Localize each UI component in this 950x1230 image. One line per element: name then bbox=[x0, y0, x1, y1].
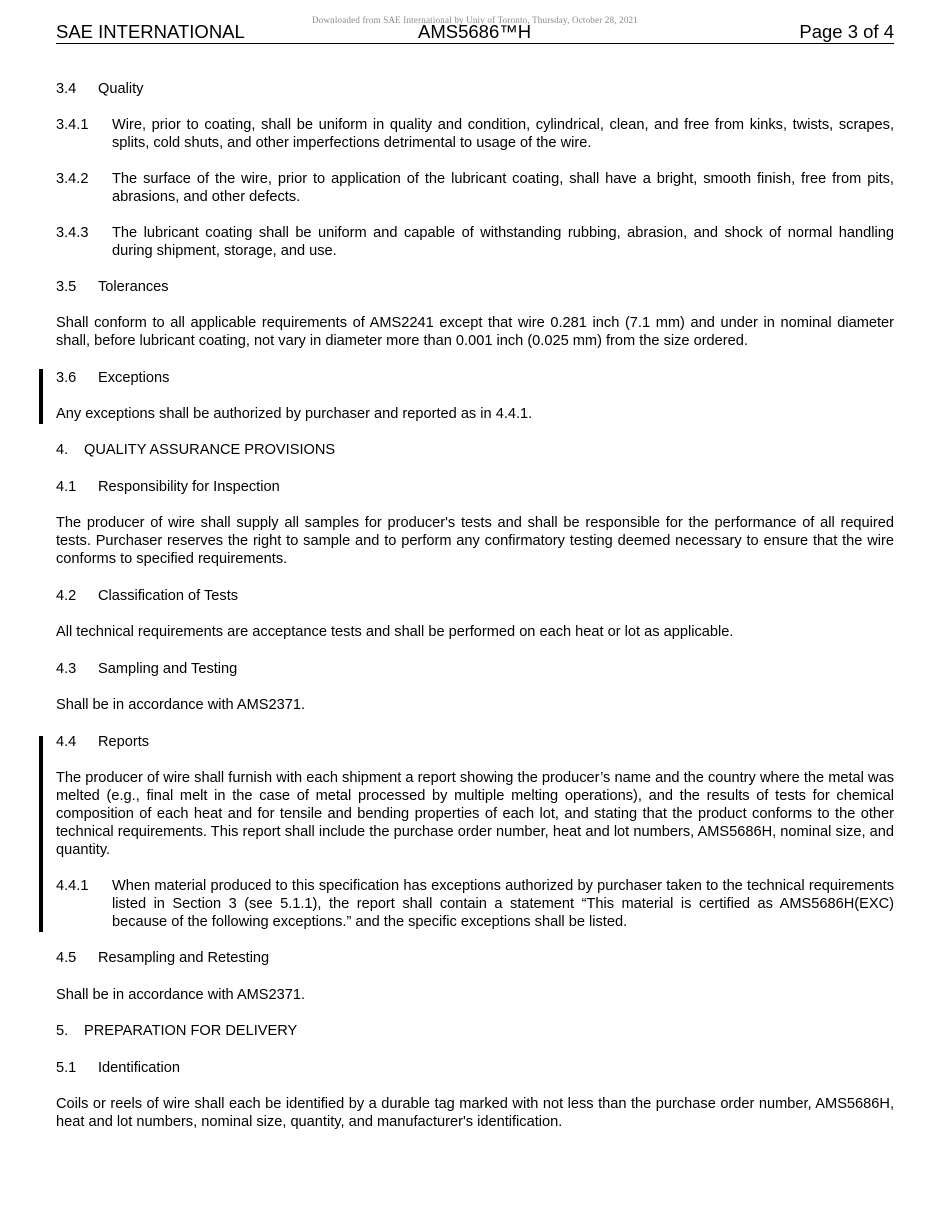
section-4-4-title: Reports bbox=[98, 734, 150, 750]
download-watermark: Downloaded from SAE International by Univ of Toronto, Thursday, October 28, 2021 bbox=[312, 15, 638, 25]
section-4-2-text: All technical requirements are acceptance tests and shall be performed on each heat or lot as applicable. bbox=[56, 624, 734, 640]
section-4-3-number: 4.3 bbox=[56, 661, 77, 677]
section-4-5-number: 4.5 bbox=[56, 950, 77, 966]
change-bar-3-6 bbox=[39, 369, 43, 424]
section-4-3-text: Shall be in accordance with AMS2371. bbox=[56, 697, 306, 713]
page-header bbox=[56, 21, 894, 44]
section-3-4-3-text: The lubricant coating shall be uniform and capable of withstanding rubbing, abrasion, and shock of normal handling during shipment, storage, and use. bbox=[112, 225, 894, 259]
section-4-title: QUALITY ASSURANCE PROVISIONS bbox=[84, 442, 336, 458]
section-3-4-2-text: The surface of the wire, prior to application of the lubricant coating, shall have a bright, smooth finish, free from pits, abrasions, and other defects. bbox=[112, 171, 894, 205]
section-5-1-title: Identification bbox=[98, 1060, 180, 1076]
section-4-5-text: Shall be in accordance with AMS2371. bbox=[56, 987, 306, 1003]
section-4-4-number: 4.4 bbox=[56, 734, 77, 750]
section-3-6-text: Any exceptions shall be authorized by purchaser and reported as in 4.4.1. bbox=[56, 406, 533, 422]
section-4-3-title: Sampling and Testing bbox=[98, 661, 238, 677]
section-3-5-text: Shall conform to all applicable requirements of AMS2241 except that wire 0.281 inch (7.1 mm) and under in nominal diameter shall, before lubricant coating, not vary in diameter more than 0.001 inch (0.025 mm) from the size ordered. bbox=[56, 315, 894, 349]
section-5-1-text: Coils or reels of wire shall each be identified by a durable tag marked with not less than the purchase order number, AMS5686H, heat and lot numbers, nominal size, quantity, and manufacturer's identification. bbox=[56, 1096, 894, 1130]
section-3-4-1-number: 3.4.1 bbox=[56, 117, 89, 133]
section-3-5-number: 3.5 bbox=[56, 279, 77, 295]
section-4-1-text: The producer of wire shall supply all samples for producer's tests and shall be responsible for the performance of all required tests. Purchaser reserves the right to sample and to perform any confirmatory testing deemed necessary to ensure that the wire conforms to specified requirements. bbox=[56, 515, 894, 567]
section-5-1-number: 5.1 bbox=[56, 1060, 77, 1076]
section-4-2-title: Classification of Tests bbox=[98, 588, 239, 604]
section-3-4-number: 3.4 bbox=[56, 81, 77, 97]
section-3-4-1-text: Wire, prior to coating, shall be uniform in quality and condition, cylindrical, clean, and free from kinks, twists, scrapes, splits, cold shuts, and other imperfections detrimental to usage of the wire. bbox=[112, 117, 894, 151]
header-page-number: Page 3 of 4 bbox=[799, 21, 894, 42]
section-4-1-number: 4.1 bbox=[56, 479, 77, 495]
section-4-4-1-number: 4.4.1 bbox=[56, 878, 89, 894]
section-3-6-number: 3.6 bbox=[56, 370, 77, 386]
section-3-4-2-number: 3.4.2 bbox=[56, 171, 89, 187]
section-4-1-title: Responsibility for Inspection bbox=[98, 479, 280, 495]
section-3-4-3-number: 3.4.3 bbox=[56, 225, 89, 241]
section-4-4-text: The producer of wire shall furnish with each shipment a report showing the producer’s name and the country where the metal was melted (e.g., final melt in the case of metal processed by multiple melting operations), and the results of tests for chemical composition of each heat and for tensile and bending properties of each lot, and stating that the product conforms to the other technical requirements. This report shall include the purchase order number, heat and lot numbers, AMS5686H, nominal size, and quantity. bbox=[56, 770, 894, 858]
section-3-4-title: Quality bbox=[98, 81, 144, 97]
section-4-2-number: 4.2 bbox=[56, 588, 77, 604]
change-bar-4-4 bbox=[39, 736, 43, 932]
section-3-5-title: Tolerances bbox=[98, 279, 169, 295]
section-5-title: PREPARATION FOR DELIVERY bbox=[84, 1023, 298, 1039]
section-4-4-1-text: When material produced to this specification has exceptions authorized by purchaser taken to the technical requirements listed in Section 3 (see 5.1.1), the report shall contain a statement “This material is certified as AMS5686H(EXC) because of the following exceptions.” and the specific exceptions shall be listed. bbox=[112, 878, 894, 930]
section-5-number: 5. bbox=[56, 1023, 69, 1039]
header-organization: SAE INTERNATIONAL bbox=[56, 21, 245, 42]
header-document-number: AMS5686™H bbox=[418, 21, 532, 42]
section-4-number: 4. bbox=[56, 442, 69, 458]
section-4-5-title: Resampling and Retesting bbox=[98, 950, 270, 966]
section-3-6-title: Exceptions bbox=[98, 370, 170, 386]
